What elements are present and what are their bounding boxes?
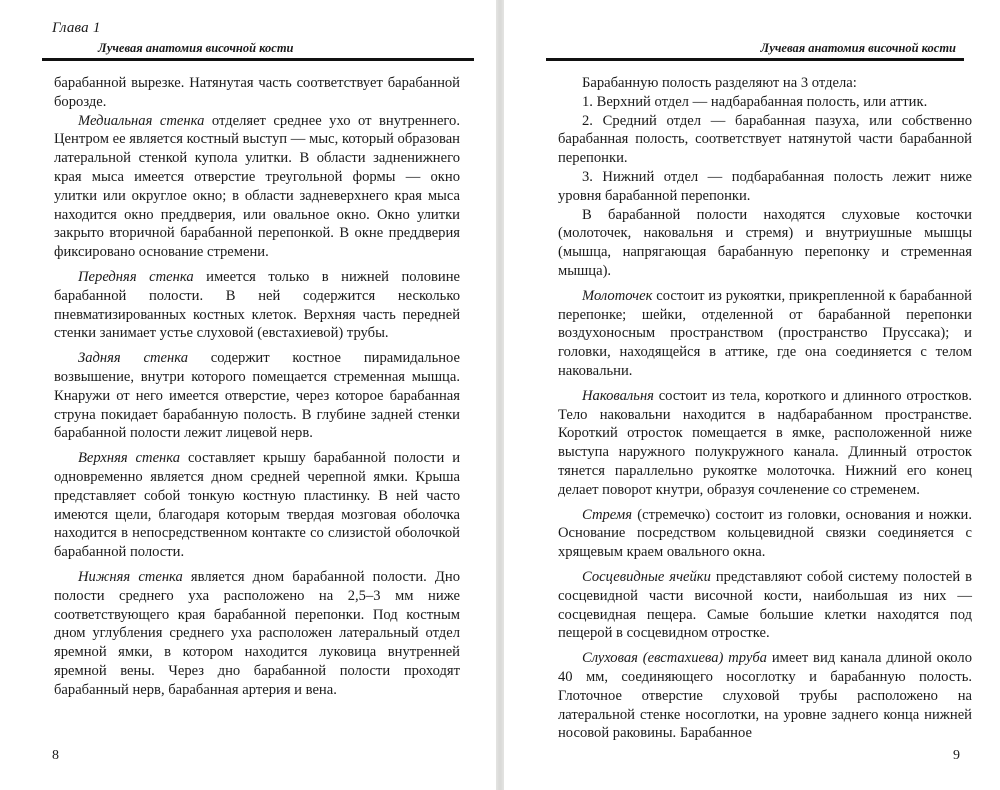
list-item: 3. Нижний отдел — подбарабанная полость лежит ниже уровня барабанной перепонки. xyxy=(558,168,972,204)
term: Задняя стенка xyxy=(78,350,188,367)
paragraph: Задняя стенка содержит костное пирамидальное возвышение, внутри которого помещается стременная мышца. Кнаружи от него имеется отверстие, через которое барабанная струна покидает барабанную полость. В глубине задней стенки барабанной полости лежит лицевой нерв. xyxy=(54,350,460,442)
list-item: 1. Верхний отдел — надбарабанная полость, или аттик. xyxy=(582,93,928,110)
paragraph: Стремя (стремечко) состоит из головки, основания и ножки. Основание посредством кольцевидной связки соединяется с хрящевым краем овального окна. xyxy=(558,506,972,561)
term: Наковальня xyxy=(582,387,654,404)
page-number-left: 8 xyxy=(52,748,59,763)
paragraph: Нижняя стенка является дном барабанной полости. Дно полости среднего уха расположено на 2,5–3 мм ниже соответствующего края барабанной перепонки. Под костным дном углубления среднего уха расположен латеральный отдел яремной ямки, в котором находится луковица внутренней яремной вены. Через дно барабанной полости проходят барабанный нерв, барабанная артерия и вена. xyxy=(54,568,460,698)
paragraph: Барабанную полость разделяют на 3 отдела: xyxy=(582,75,857,91)
chapter-label: Глава 1 xyxy=(52,20,101,36)
paragraph: барабанной вырезке. Натянутая часть соответствует барабанной борозде. xyxy=(54,75,460,110)
term: Нижняя стенка xyxy=(78,568,183,585)
term: Верхняя стенка xyxy=(78,450,181,467)
paragraph: В барабанной полости находятся слуховые косточки (молоточек, наковальня и стремя) и внутриушные мышцы (мышца, напрягающая барабанную перепонку и стременная мышца). xyxy=(558,206,972,279)
paragraph: Наковальня состоит из тела, короткого и длинного отростков. Тело наковальни находится в надбарабанном пространстве. Короткий отросток помещается в ямке, расположенной ниже выступа наружного полукружного канала. Длинный отросток тянется параллельно рукоятке молоточка. Нижний его конец делает поворот кнутри, образуя сочленение со стременем. xyxy=(558,387,972,498)
header-rule xyxy=(42,58,474,61)
term: Молоточек xyxy=(582,287,653,304)
running-head-left: Лучевая анатомия височной кости xyxy=(98,41,294,55)
term: Сосцевидные ячейки xyxy=(582,568,711,585)
right-page xyxy=(504,0,1000,790)
paragraph: Сосцевидные ячейки представляют собой систему полостей в сосцевидной части височной кости, наибольшая из них — сосцевидная пещера. Самые большие клетки находятся под пещерой в сосцевидном отростке. xyxy=(558,568,973,642)
paragraph: Молоточек состоит из рукоятки, прикрепленной к барабанной перепонке; шейки, отделенной от барабанной перепонки воздухоносным пространством (пространство Пруссака); и головки, находящейся в аттике, где она соединяется с телом наковальни. xyxy=(558,287,972,379)
term: Медиальная стенка xyxy=(78,112,205,129)
paragraph: Передняя стенка имеется только в нижней половине барабанной полости. В ней содержится несколько пневматизированных костных клеток. Верхняя часть передней стенки занимает устье слуховой (евстахиевой) трубы. xyxy=(54,268,460,342)
book-gutter xyxy=(496,0,504,790)
left-page xyxy=(0,0,496,790)
page-number-right: 9 xyxy=(953,748,960,763)
term: Передняя стенка xyxy=(78,268,194,285)
list-item: 2. Средний отдел — барабанная пазуха, или собственно барабанная полость, соответствует натянутой части барабанной перепонки. xyxy=(558,112,972,167)
term: Слуховая (евстахиева) труба xyxy=(582,650,767,667)
paragraph: Слуховая (евстахиева) труба имеет вид канала длиной около 40 мм, соединяющего носоглотку и барабанную полость. Глоточное отверстие слуховой трубы расположено на латеральной стенке носоглотки, на уровне заднего конца нижней носовой раковины. Барабанное xyxy=(558,650,972,742)
running-head-right: Лучевая анатомия височной кости xyxy=(760,41,956,55)
term: Стремя xyxy=(582,506,632,523)
paragraph: Медиальная стенка отделяет среднее ухо от внутреннего. Центром ее является костный выступ — мыс, который образован латеральной стенкой купола улитки. В области задненижнего края мыса имеется отверстие треугольной формы — окно улитки или округлое окно; в области задневерхнего края мыса находится окно преддверия, или овальное окно. Окно улитки закрыто вторичной барабанной перепонкой. В окне преддверия фиксировано основание стремени. xyxy=(54,112,461,261)
left-body-text xyxy=(54,74,460,700)
right-body-text xyxy=(558,74,972,743)
paragraph: Верхняя стенка составляет крышу барабанной полости и одновременно является дном средней черепной ямки. Крыша представляет собой тонкую костную пластинку. В ней часто имеются щели, благодаря которым твердая мозговая оболочка находится в непосредственном контакте со слизистой оболочкой барабанной полости. xyxy=(54,450,460,561)
header-rule xyxy=(546,58,964,61)
